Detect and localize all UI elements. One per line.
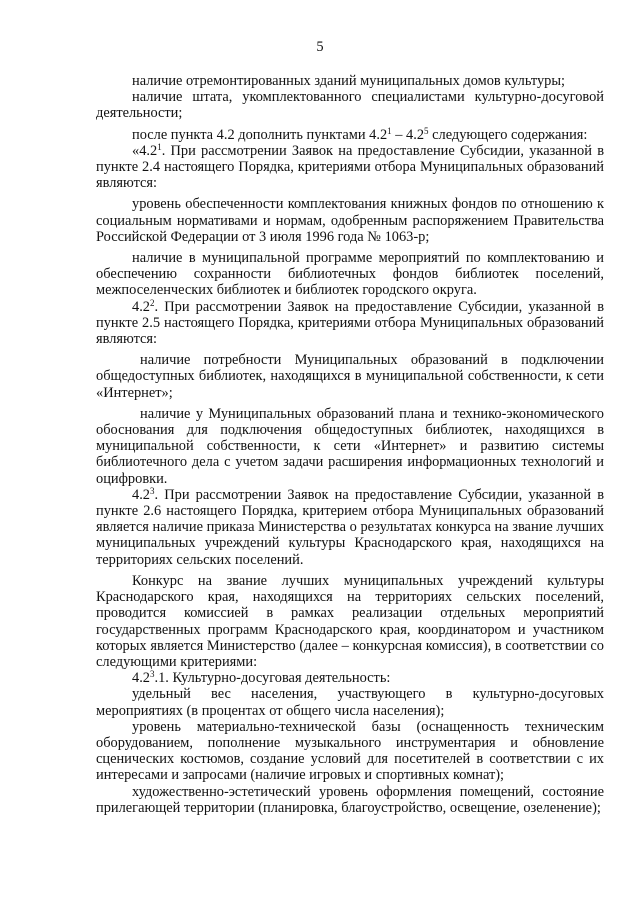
paragraph: [96, 73, 604, 89]
paragraph-text: после пункта 4.2 дополнить пунктами 4.2: [132, 126, 388, 143]
paragraph-text: 4.2: [132, 486, 150, 503]
paragraph-text: . При рассмотрении Заявок на предоставление Субсидии, указанной в пункте 2.4 настоящего Порядка, критериями отбора Муниципальных образований являются:: [96, 142, 604, 192]
paragraph-text: «4.2: [132, 142, 158, 159]
superscript: 1: [157, 141, 162, 152]
superscript: 1: [387, 125, 392, 136]
paragraph: [96, 406, 604, 487]
paragraph-text: следующего содержания:: [428, 126, 588, 143]
paragraph-text: художественно-эстетический уровень оформления помещений, состояние прилегающей территории (планировка, благоустройство, освещение, озеленение);: [96, 783, 604, 816]
paragraph-text: уровень обеспеченности комплектования книжных фондов по отношению к социальным нормативами и нормам, одобренным распоряжением Правительства Российской Федерации от 3 июля 1996 года № 1063-р;: [96, 196, 604, 245]
paragraph-text: Конкурс на звание лучших муниципальных учреждений культуры Краснодарского края, находящихся на территориях сельских поселений, проводится комиссией в рамках реализации отдельных мероприятий государственных программ Краснодарского края, координатором и участником которых является Министерство (далее – конкурсная комиссия), в соответствии со следующими критериями:: [96, 572, 604, 670]
paragraph: [96, 143, 604, 192]
paragraph-text: – 4.2: [391, 126, 425, 143]
document-body: [96, 73, 604, 816]
paragraph: [96, 719, 604, 784]
paragraph: [96, 487, 604, 568]
paragraph: [96, 352, 604, 401]
paragraph-text: . При рассмотрении Заявок на предоставление Субсидии, указанной в пункте 2.6 настоящего Порядка, критерием отбора Муниципальных образований является наличие приказа Министерства о результатах конкурса на звание лучших муниципальных учреждений культуры Краснодарского края, находящихся на территориях сельских поселений.: [96, 486, 604, 568]
paragraph: [96, 670, 604, 686]
paragraph: [96, 573, 604, 670]
paragraph: [96, 784, 604, 816]
superscript: 3: [150, 485, 155, 496]
paragraph: [96, 250, 604, 299]
paragraph-text: наличие в муниципальной программе мероприятий по комплектованию и обеспечению сохранности библиотечных фондов библиотек поселений, межпоселенческих библиотек и библиотек городского округа.: [96, 250, 604, 299]
paragraph: [96, 196, 604, 245]
paragraph-text: наличие отремонтированных зданий муниципальных домов культуры;: [132, 73, 566, 89]
paragraph-text: .1. Культурно-досуговая деятельность:: [154, 670, 391, 687]
page-number: 5: [316, 39, 324, 55]
superscript: 2: [150, 297, 155, 308]
paragraph-text: наличие у Муниципальных образований плана и технико-экономического обоснования для подключения общедоступных библиотек, находящихся в муниципальной собственности, к сети «Интернет» и развитию системы библиотечного дела с учетом задачи расширения информационных технологий и оцифровки.: [96, 405, 604, 487]
paragraph: [96, 127, 604, 143]
superscript: 3: [150, 669, 155, 680]
paragraph-text: наличие потребности Муниципальных образований в подключении общедоступных библиотек, находящихся в муниципальной собственности, к сети «Интернет»;: [96, 352, 604, 401]
paragraph: [96, 89, 604, 121]
superscript: 5: [424, 125, 429, 136]
paragraph-text: 4.2: [132, 670, 150, 687]
paragraph: [96, 686, 604, 718]
paragraph-text: . При рассмотрении Заявок на предоставление Субсидии, указанной в пункте 2.5 настоящего Порядка, критериями отбора Муниципальных образований являются:: [96, 298, 604, 348]
paragraph-text: удельный вес населения, участвующего в культурно-досуговых мероприятиях (в процентах от общего числа населения);: [96, 686, 604, 719]
paragraph-text: 4.2: [132, 298, 150, 315]
paragraph-text: уровень материально-технической базы (оснащенность техническим оборудованием, пополнение музыкального инструментария и обновление сценических костюмов, создание условий для посетителей в соответствии с их интересами и запросами (наличие игровых и спортивных комнат);: [96, 718, 604, 784]
paragraph-text: наличие штата, укомплектованного специалистами культурно-досуговой деятельности;: [96, 89, 604, 122]
paragraph: [96, 299, 604, 348]
